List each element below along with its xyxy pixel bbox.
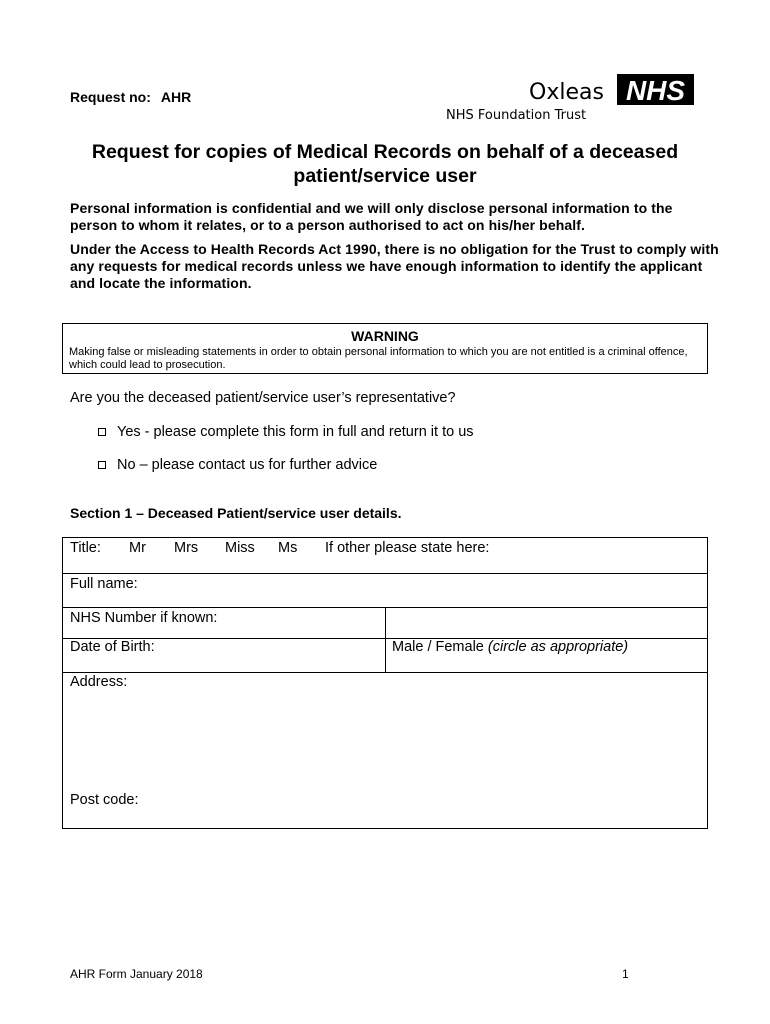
title-label: Title: (70, 540, 101, 556)
sex-options[interactable]: Male / Female (392, 639, 484, 655)
option-yes-label: Yes - please complete this form in full and return it to us (117, 424, 474, 440)
logo-name: Oxleas (529, 80, 604, 105)
nhs-badge-text: NHS (625, 75, 686, 105)
sex-field[interactable] (392, 639, 628, 655)
option-no[interactable] (98, 457, 377, 473)
warning-box (62, 323, 708, 374)
footer-page-number: 1 (622, 967, 629, 981)
full-name-row[interactable] (63, 574, 707, 608)
footer-form-name: AHR Form January 2018 (70, 967, 203, 981)
title-option-miss[interactable]: Miss (225, 540, 255, 556)
title-option-mr[interactable]: Mr (129, 540, 146, 556)
warning-text: Making false or misleading statements in order to obtain personal information to which you are not entitled is a criminal offence, which could lead to prosecution. (69, 346, 688, 371)
request-number-label: Request no: (70, 89, 151, 105)
postcode-label: Post code: (70, 792, 139, 808)
title-option-mrs[interactable]: Mrs (174, 540, 199, 556)
date-of-birth-label: Date of Birth: (70, 639, 155, 655)
deceased-details-form (62, 537, 708, 829)
warning-title: WARNING (351, 328, 419, 344)
sex-hint: (circle as appropriate) (487, 639, 629, 655)
representative-question: Are you the deceased patient/service user’s representative? (70, 390, 456, 406)
intro-confidentiality: Personal information is confidential and we will only disclose personal information to the person to whom it relates, or to a person authorised to act on his/her behalf. (70, 200, 673, 233)
checkbox-no[interactable] (98, 461, 106, 469)
logo-subtitle: NHS Foundation Trust (446, 108, 587, 123)
address-label: Address: (70, 674, 128, 690)
nhs-number-label: NHS Number if known: (70, 610, 218, 626)
nhs-badge-icon (617, 74, 694, 105)
request-number (70, 89, 191, 105)
title-option-ms[interactable]: Ms (278, 540, 298, 556)
request-number-value: AHR (160, 89, 192, 105)
section-1-heading: Section 1 – Deceased Patient/service user details. (70, 505, 402, 521)
page-title: Request for copies of Medical Records on behalf of a deceased patient/service user (91, 141, 679, 187)
checkbox-yes[interactable] (98, 428, 106, 436)
full-name-label: Full name: (70, 576, 138, 592)
option-no-label: No – please contact us for further advice (117, 457, 378, 473)
intro-access-act: Under the Access to Health Records Act 1990, there is no obligation for the Trust to comply with any requests for medical records unless we have enough information to identify the applicant and locate the information. (70, 241, 719, 291)
oxleas-nhs-logo (445, 72, 697, 128)
title-other-label: If other please state here: (325, 540, 490, 556)
option-yes[interactable] (98, 424, 474, 440)
column-divider (385, 608, 386, 672)
